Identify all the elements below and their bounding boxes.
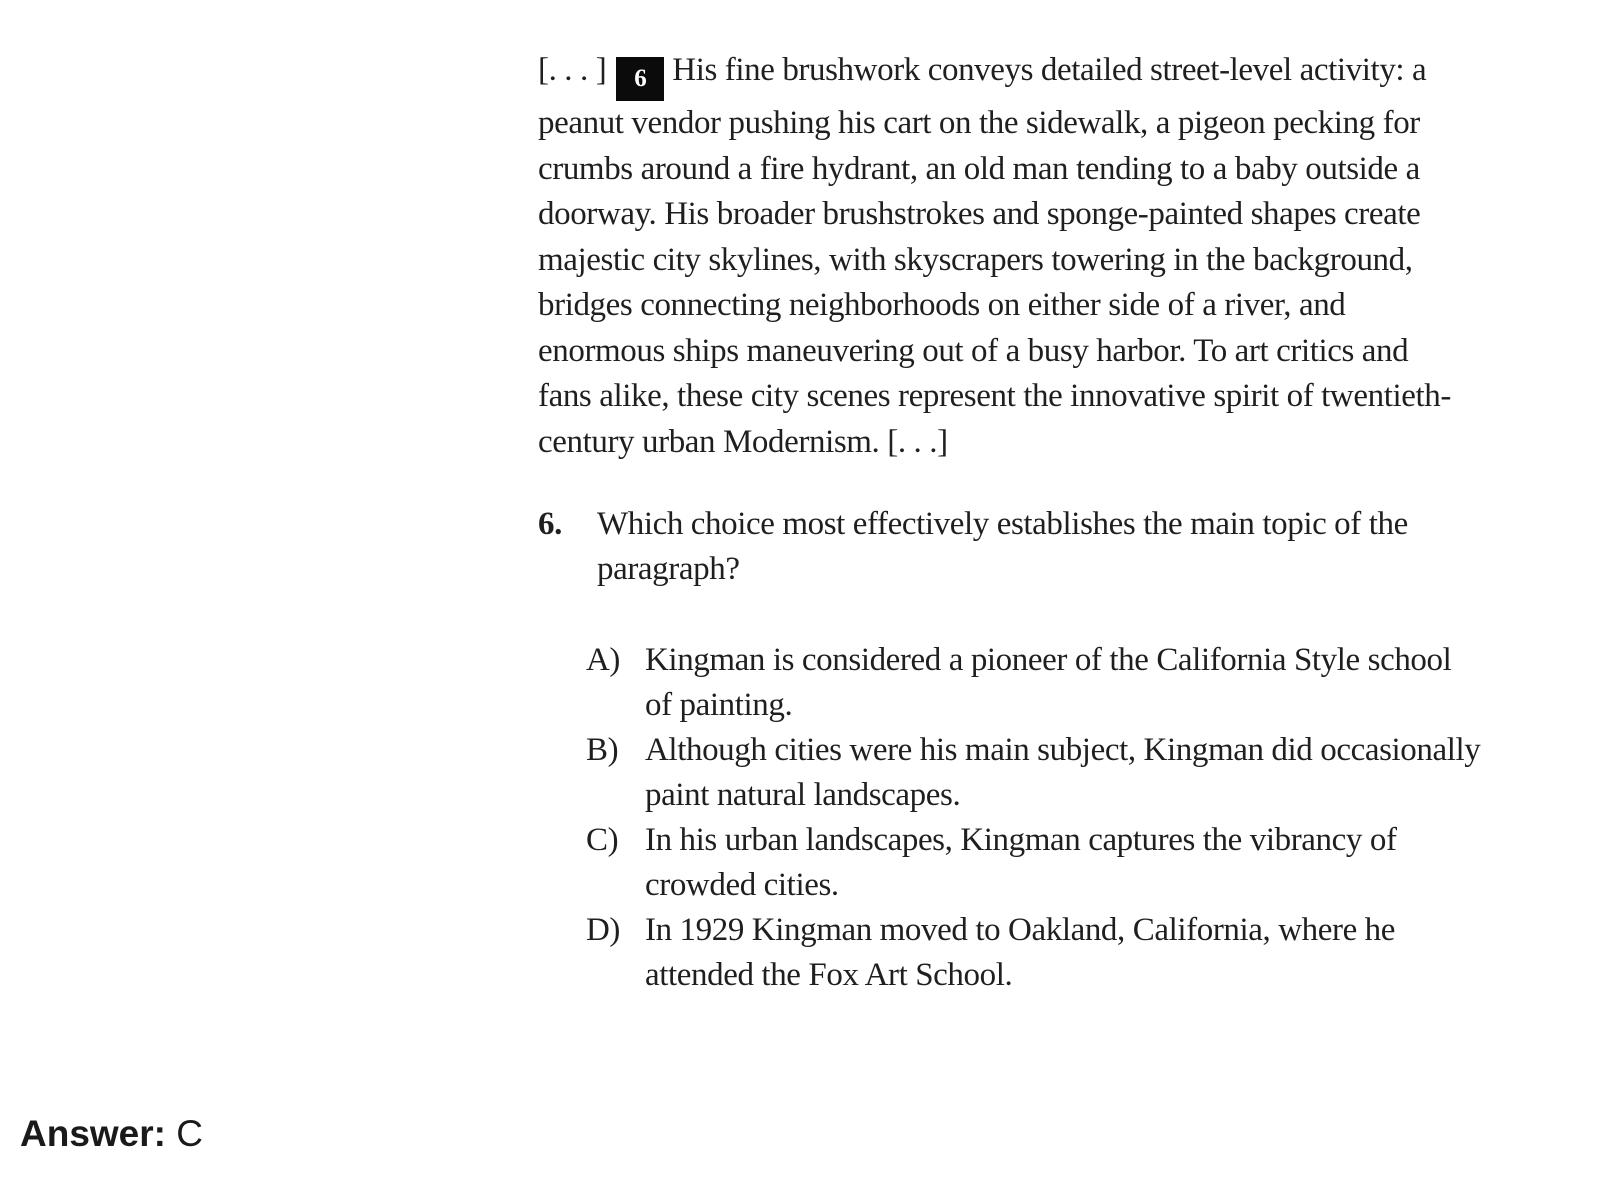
passage-line-9: century urban Modernism. [. . .] [538, 423, 948, 460]
passage-line-8: fans alike, these city scenes represent the innovative spirit of twentieth- [538, 378, 1451, 414]
choice-line: In his urban landscapes, Kingman captures the vibrancy of [645, 822, 1397, 858]
choice-text [645, 728, 1480, 818]
choice-text [645, 908, 1395, 998]
choice-text [645, 818, 1397, 908]
passage-line-6: bridges connecting neighborhoods on either side of a river, and [538, 287, 1346, 323]
question-number-marker: 6 [616, 57, 664, 101]
choice-d[interactable] [586, 908, 1586, 998]
question-line: paragraph? [597, 551, 740, 587]
choice-line: paint natural landscapes. [645, 777, 961, 813]
passage-line-1 [538, 48, 1523, 101]
choice-letter: B) [586, 732, 619, 768]
choice-letter: C) [586, 822, 619, 858]
passage-line-2: peanut vendor pushing his cart on the sidewalk, a pigeon pecking for [538, 105, 1420, 141]
answer-choices [586, 638, 1586, 998]
passage-line-7: enormous ships maneuvering out of a busy harbor. To art critics and [538, 332, 1409, 369]
choice-line: attended the Fox Art School. [645, 957, 1013, 993]
choice-text [645, 638, 1451, 728]
leading-ellipsis: [. . . ] [538, 52, 607, 88]
choice-letter: A) [586, 642, 621, 678]
choice-c[interactable] [586, 818, 1586, 908]
answer-value: C [176, 1113, 203, 1154]
choice-letter: D) [586, 912, 621, 948]
question-number: 6. [538, 506, 562, 542]
choice-line: Although cities were his main subject, Kingman did occasionally [645, 732, 1481, 768]
answer [20, 1112, 203, 1156]
question-text [597, 502, 1517, 592]
question-line: Which choice most effectively establishes the main topic of the [597, 506, 1408, 542]
passage [538, 48, 1523, 465]
choice-line: In 1929 Kingman moved to Oakland, California, where he [645, 912, 1396, 948]
passage-line-5: majestic city skylines, with skyscrapers towering in the background, [538, 241, 1413, 278]
answer-label: Answer: [20, 1113, 166, 1154]
choice-line: Kingman is considered a pioneer of the California Style school [645, 642, 1452, 678]
choice-line: of painting. [645, 687, 793, 723]
choice-b[interactable] [586, 728, 1586, 818]
passage-line-3: crumbs around a fire hydrant, an old man tending to a baby outside a [538, 150, 1420, 187]
passage-line-4: doorway. His broader brushstrokes and sponge-painted shapes create [538, 196, 1421, 232]
choice-line: crowded cities. [645, 867, 839, 903]
passage-text: His fine brushwork conveys detailed street-level activity: a [672, 52, 1427, 88]
choice-a[interactable] [586, 638, 1586, 728]
